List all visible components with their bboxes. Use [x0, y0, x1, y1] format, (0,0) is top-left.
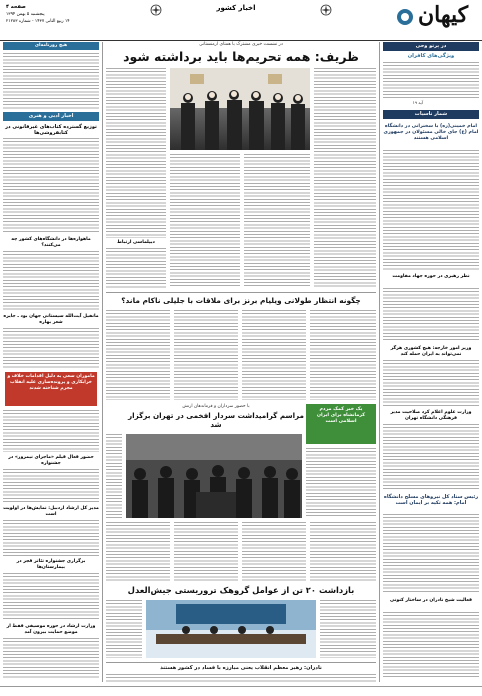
- lead-headline: ظریف: همه تحریم‌ها باید برداشته شود: [123, 49, 359, 64]
- headline: فعالیت شیخ نادران در ساختار کنونی: [389, 598, 473, 603]
- body-text: [106, 68, 166, 238]
- mid-bar: شمار تاسیات: [383, 110, 479, 119]
- footer-rule: [0, 686, 482, 687]
- top-bar: در پرتو وحی: [383, 42, 479, 51]
- center-column: [106, 42, 376, 682]
- headline: مانفیل آیت‌الله سیستانی جهان بود ـ جایزه شعر بهاره: [3, 314, 99, 325]
- headline: وزارت ارشاد در حوزه موسیقی فقط از موضع حمایت بیرون آمد: [6, 624, 96, 635]
- headline: توزیع گسترده کتاب‌های غیرقانونی در کتابفروشی‌ها: [5, 124, 97, 136]
- right-column: [383, 42, 479, 682]
- left-column: [3, 42, 99, 682]
- body-text: [310, 310, 376, 400]
- headline: مدیر کل ارشاد اردبیل: نمایش‌ها در اولویت است: [3, 506, 99, 517]
- body-text: [383, 612, 479, 678]
- body-text: [314, 68, 376, 288]
- section-title: اخبار کشور: [216, 4, 256, 12]
- ceremony-photo: [126, 434, 302, 518]
- photo-caption: دیپلماسی ارتباط: [117, 240, 155, 245]
- body-text: [3, 520, 99, 556]
- body-text: [320, 600, 376, 658]
- headline: برگزاری جشنواره تئاتر فجر در بیمارستان‌ها: [16, 559, 86, 570]
- body-text: [3, 251, 99, 311]
- third-headline: مراسم گرامیداشت سردار افخمی در تهران برگزار شد: [128, 411, 304, 429]
- press-photo: [146, 600, 316, 658]
- body-text: [106, 434, 122, 518]
- body-text: [3, 410, 99, 452]
- body-text: [244, 154, 310, 288]
- body-text: [3, 328, 99, 368]
- red-box: ماموران سعی به دلیل اقدامات خلاف و خرابکاری و پرونده‌سازی علیه انقلاب مجرم شناخته شدند: [5, 372, 97, 406]
- column-rule: [102, 42, 103, 682]
- emblem-icon: [396, 8, 414, 26]
- headline: حضور فعال فیلم «ماجرای نیمروز» در جشنواره: [8, 455, 94, 466]
- body-text: [242, 310, 306, 400]
- page-number: صفحه ۴: [6, 4, 26, 10]
- body-text: [106, 310, 170, 400]
- bottom-headline: بازداشت ۲۰ تن از عوامل گروهک تروریستی جیش‌العدل: [127, 585, 355, 595]
- divider: [106, 662, 376, 663]
- body-text: [306, 448, 376, 518]
- body-text: [170, 154, 240, 288]
- body-text: [383, 514, 479, 594]
- body-text: [383, 424, 479, 490]
- body-text: [3, 469, 99, 503]
- body-text: [242, 522, 306, 582]
- body-text: [383, 360, 479, 406]
- compass-icon: [150, 4, 162, 16]
- headline: نظر رهبری در حوزه جهاد مقاومت: [392, 274, 470, 279]
- logo: [396, 2, 478, 36]
- compass-icon: [320, 4, 332, 16]
- headline: وزیر امور خارجه: هیچ کشوری هرگز نمی‌تواند به ایران حمله کند: [390, 346, 472, 357]
- body-text: [174, 310, 238, 400]
- body-text: [106, 522, 170, 582]
- headline: رئیس ستاد کل نیروهای مسلح دانشگاه امام: همه تکیه بر ایمان است: [383, 494, 479, 506]
- section-bar: اخبار ادبی و هنری: [3, 112, 99, 121]
- body-text: [3, 53, 99, 109]
- green-box: یک خبر کمک مردم کرمانشاه برای ایران اسلامی است: [306, 404, 376, 444]
- body-text: [310, 522, 376, 582]
- divider: [106, 292, 376, 293]
- headline: ماهواره‌ها در دانشگاه‌های کشور چه می‌کنند؟: [11, 237, 91, 248]
- body-text: [174, 522, 238, 582]
- date-line: پنجشنبه ۵ بهمن ۱۳۹۴: [6, 12, 45, 17]
- body-text: [106, 674, 376, 682]
- issue-line: ۱۴ ربیع الثانی ۱۴۳۷ - شماره ۲۱۲۸۳: [6, 19, 70, 24]
- column-rule: [379, 42, 380, 682]
- lead-photo: [170, 68, 310, 150]
- headline: امام خمینی(ره) با سخنرانی در دانشگاه امام (ع) جای خالی مسئولان در جمهوری اسلامی هستند: [383, 124, 479, 141]
- third-kicker: با حضور سرداران و فرماندهان ارتش: [182, 404, 250, 409]
- bottom-strip: نادران: رهبر معظم انقلاب یعنی مبارزه با فساد در کشور هستند: [160, 665, 322, 671]
- body-text: [3, 573, 99, 621]
- body-text: [106, 248, 166, 288]
- body-text: [383, 62, 479, 98]
- quote-ref: آیه ۱۹: [412, 100, 423, 105]
- body-text: [383, 288, 479, 342]
- body-text: [3, 138, 99, 234]
- logo-text: کیهان: [418, 2, 469, 28]
- body-text: [106, 600, 142, 658]
- left-top-bar: هیچ روزنامه‌ای: [3, 42, 99, 50]
- body-text: [383, 150, 479, 270]
- second-headline: چگونه انتظار طولانی ویلیام برنز برای ملاقات با جلیلی ناکام ماند؟: [121, 296, 361, 305]
- lead-kicker: در نشست خبری مشترک با همتای ارمنستانی: [199, 42, 283, 47]
- masthead: [0, 0, 482, 41]
- headline: وزارت علوم اعلام کرد صلاحیت مدیر فرهنگی دانشگاه تهران: [390, 410, 472, 421]
- sub-bar: ویژگی‌های کافران: [407, 53, 455, 59]
- body-text: [3, 638, 99, 678]
